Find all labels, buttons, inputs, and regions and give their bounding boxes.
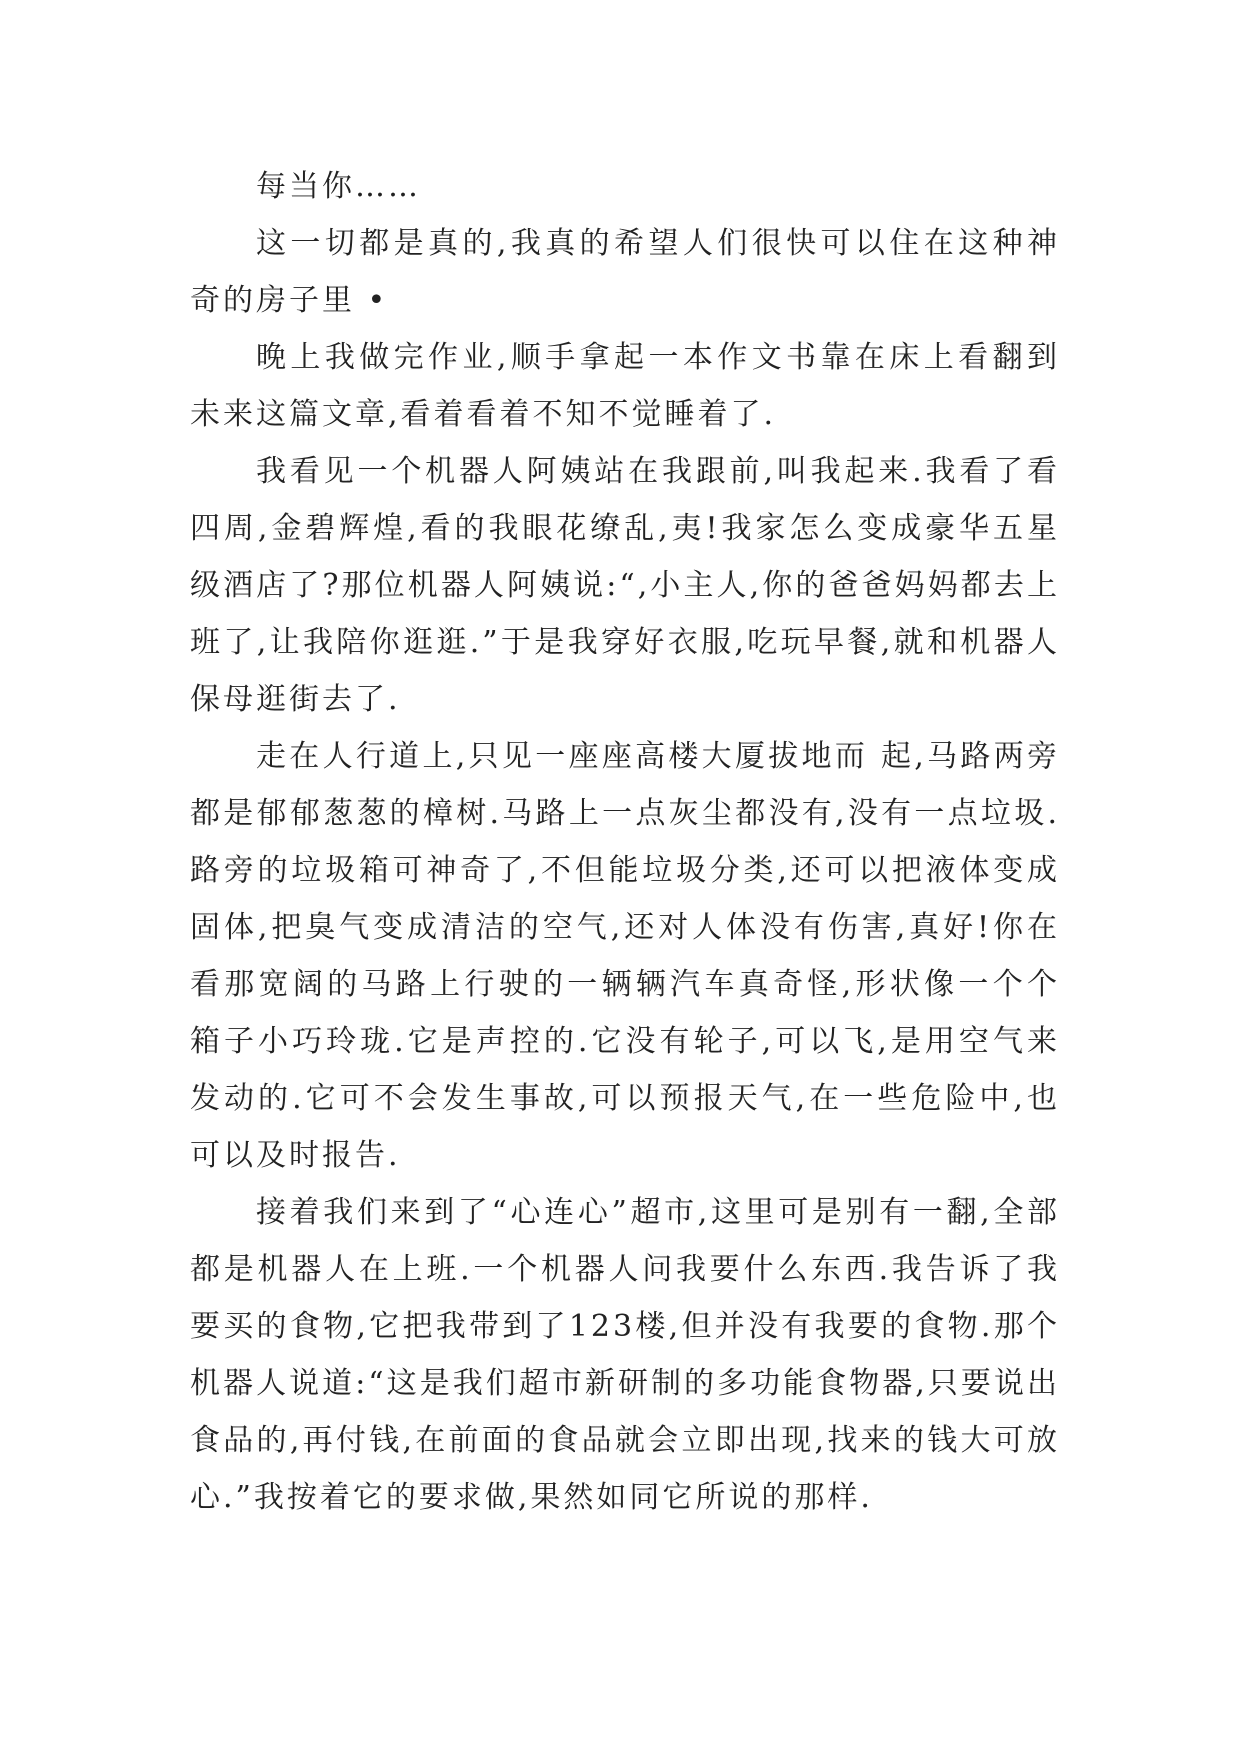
paragraph: 我看见一个机器人阿姨站在我跟前,叫我起来.我看了看四周,金碧辉煌,看的我眼花缭乱,夷!我家怎么变成豪华五星级酒店了?那位机器人阿姨说:“,小主人,你的爸爸妈妈都去上班了,让我陪你逛逛.”于是我穿好衣服,吃玩早餐,就和机器人保母逛街去了. — [190, 454, 1060, 717]
paragraph: 接着我们来到了“心连心”超市,这里可是别有一翻,全部都是机器人在上班.一个机器人问我要什么东西.我告诉了我要买的食物,它把我带到了123楼,但并没有我要的食物.那个机器人说道:“这是我们超市新研制的多功能食物器,只要说出食品的,再付钱,在前面的食品就会立即出现,找来的钱大可放心.”我按着它的要求做,果然如同它所说的那样. — [190, 1195, 1060, 1515]
paragraph: 每当你…… — [256, 169, 421, 204]
document-body — [190, 158, 1060, 1526]
paragraph: 走在人行道上,只见一座座高楼大厦拔地而 起,马路两旁都是郁郁葱葱的樟树.马路上一点灰尘都没有,没有一点垃圾.路旁的垃圾箱可神奇了,不但能垃圾分类,还可以把液体变成固体,把臭气变成清洁的空气,还对人体没有伤害,真好!你在看那宽阔的马路上行驶的一辆辆汽车真奇怪,形状像一个个箱子小巧玲珑.它是声控的.它没有轮子,可以飞,是用空气来发动的.它可不会发生事故,可以预报天气,在一些危险中,也可以及时报告. — [190, 739, 1060, 1173]
paragraph: 这一切都是真的,我真的希望人们很快可以住在这种神奇的房子里 • — [190, 226, 1060, 318]
paragraph: 晚上我做完作业,顺手拿起一本作文书靠在床上看翻到未来这篇文章,看着看着不知不觉睡着了. — [190, 340, 1060, 432]
